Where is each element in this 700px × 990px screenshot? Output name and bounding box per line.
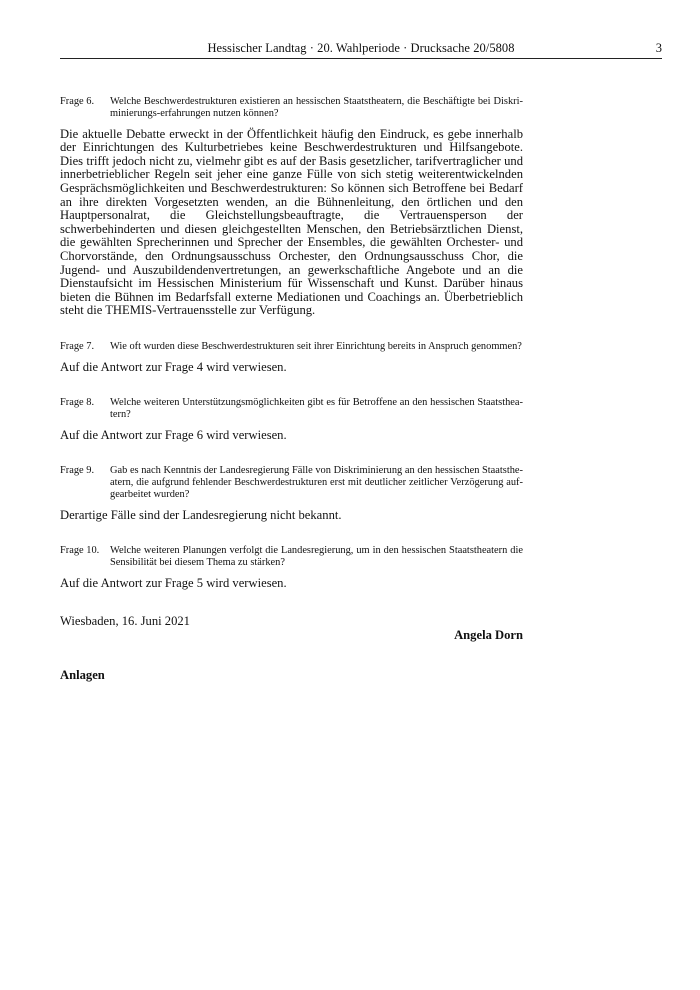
question [60, 96, 523, 120]
header-rule [60, 58, 662, 59]
question [60, 465, 523, 500]
qa-block-9 [60, 465, 523, 522]
attachments-heading: Anlagen [60, 668, 105, 682]
qa-block-10 [60, 545, 523, 590]
question [60, 397, 523, 421]
qa-block-6 [60, 96, 523, 318]
question-text: Welche weiteren Unterstützungsmöglichkeiten gibt es für Betroffene an den hessischen Staatstheatern? [110, 397, 523, 421]
question-label: Frage 6. [60, 96, 95, 107]
qa-block-8 [60, 397, 523, 442]
question-label: Frage 7. [60, 340, 95, 352]
page-number: 3 [655, 41, 662, 55]
place-date: Wiesbaden, 16. Juni 2021 [60, 613, 190, 628]
answer-text: Auf die Antwort zur Frage 6 wird verwiesen. [60, 427, 287, 442]
question [60, 341, 523, 353]
answer-text: Auf die Antwort zur Frage 4 wird verwiesen. [60, 359, 287, 374]
header-title: Hessischer Landtag · 20. Wahlperiode · Drucksache 20/5808 [207, 41, 515, 55]
closing [60, 614, 523, 644]
signer-name: Angela Dorn [454, 627, 523, 642]
answer-text: Derartige Fälle sind der Landesregierung nicht bekannt. [60, 507, 342, 522]
question [60, 545, 523, 569]
answer-text: Auf die Antwort zur Frage 5 wird verwiesen. [60, 576, 287, 591]
question-label: Frage 10. [60, 545, 100, 557]
question-label: Frage 8. [60, 397, 95, 409]
document-body [60, 96, 523, 644]
question-text: Welche Beschwerdestrukturen existieren an hessischen Staatstheatern, die Beschäftigte bei Diskriminierungs-erfahrungen nutzen können? [110, 96, 523, 119]
question-text: Welche weiteren Planungen verfolgt die Landesregierung, um in den hessischen Staatstheatern die Sensibilität bei diesem Thema zu stärken? [110, 545, 523, 569]
answer-text: Die aktuelle Debatte erweckt in der Öffentlichkeit häufig den Eindruck, es gebe innerhalb der Einrichtungen des Kulturbetriebes keine Beschwerdestrukturen und Hilfsangebote. Dies trifft jedoch nicht zu, vielmehr gibt es auf der Basis gesetzlicher, tarifvertraglicher und innerbetrieblicher Regeln seit jeher eine ganze Fülle von sich stetig weiterentwickelnden Gesprächsmöglichkeiten und Beschwerdestrukturen: So können sich Betroffene bei Bedarf an ihre direkten Vorgesetzten wenden, an die Bühnenleitung, den örtlichen und den Hauptpersonalrat, die Gleichstellungsbeauftragte, die Vertrauensperson der schwerbehinderten und diesen gleichgestellten Menschen, den Betriebsärztlichen Dienst, die gewählten Sprecherinnen und Sprecher der Ensembles, die gewählten Orchester- und Chorvorstände, den Ordnungsausschuss Orchester, den Ordnungsausschuss Chor, die Jugend- und Auszubildendenvertretungen, an gewerkschaftliche Angebote und an die Dienstaufsicht im Hessischen Ministerium für Wissenschaft und Kunst. Darüber hinaus bieten die Bühnen im Bedarfsfall externe Mediationen und Coachings an. Überbetrieblich steht die THEMIS-Vertrauensstelle zur Verfügung. [60, 126, 523, 318]
page-header [60, 41, 662, 59]
question-text: Gab es nach Kenntnis der Landesregierung Fälle von Diskriminierung an den hessischen Staatstheatern, die aufgrund fehlender Beschwerdestrukturen erst mit deutlicher zeitlicher Verzögerung aufgearbeitet wurden? [110, 465, 523, 501]
question-label: Frage 9. [60, 465, 95, 477]
question-text: Wie oft wurden diese Beschwerdestrukturen seit ihrer Einrichtung bereits in Anspruch genommen? [110, 340, 522, 352]
qa-block-7 [60, 341, 523, 374]
